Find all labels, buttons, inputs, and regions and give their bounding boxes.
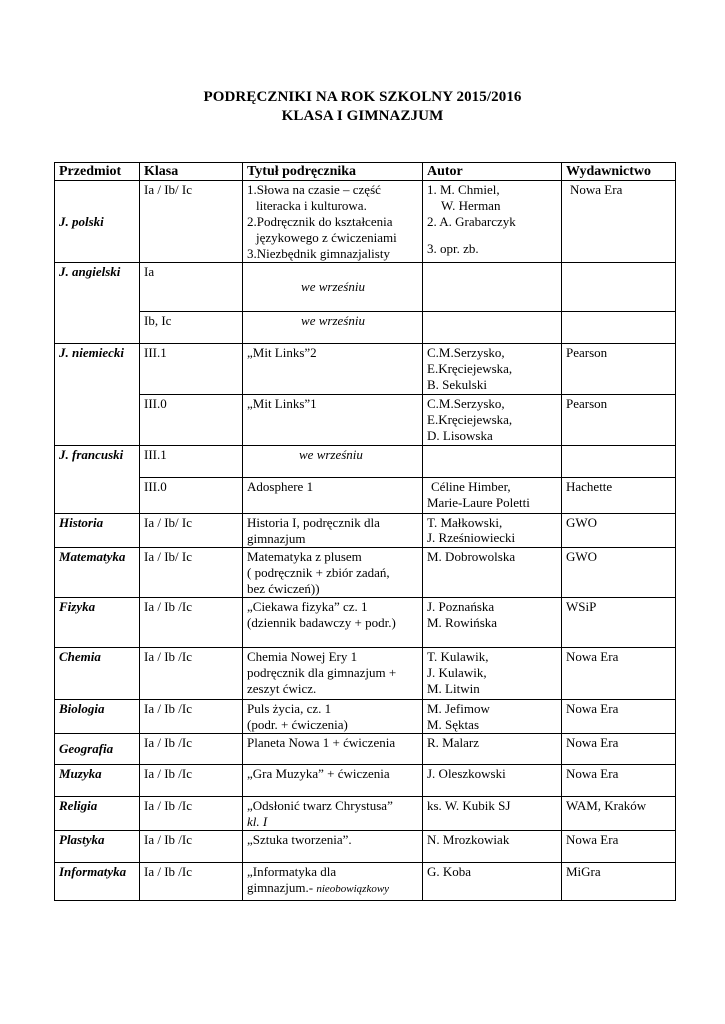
author-line: J. Poznańska <box>427 599 495 614</box>
class-cell: Ia / Ib /Ic <box>140 734 243 765</box>
author-line: 2. A. Grabarczyk <box>427 214 516 229</box>
title-line: 2.Podręcznik do kształcenia <box>247 214 393 229</box>
publisher-cell: Nowa Era <box>562 700 676 734</box>
author-cell <box>423 446 562 478</box>
title-cell <box>243 446 423 478</box>
class-cell: Ia / Ib/ Ic <box>140 548 243 598</box>
class-cell: Ia / Ib /Ic <box>140 598 243 648</box>
title-line: Historia I, podręcznik dla <box>247 515 380 530</box>
column-header-publisher: Wydawnictwo <box>562 163 676 181</box>
author-cell <box>423 514 562 548</box>
title-cell <box>243 181 423 263</box>
table-row <box>55 478 676 514</box>
title-cell <box>243 700 423 734</box>
table-row <box>55 344 676 395</box>
publisher-cell: Pearson <box>562 395 676 446</box>
textbook-table <box>54 162 676 901</box>
table-row <box>55 514 676 548</box>
class-cell: III.1 <box>140 344 243 395</box>
subject-cell <box>55 734 140 765</box>
publisher-cell: Hachette <box>562 478 676 514</box>
column-header-author: Autor <box>423 163 562 181</box>
author-line: T. Małkowski, <box>427 515 503 530</box>
title-cell: „Sztuka tworzenia”. <box>243 831 423 863</box>
table-row <box>55 734 676 765</box>
title-line: (dziennik badawczy + podr.) <box>247 615 396 630</box>
publisher-cell: Nowa Era <box>562 765 676 797</box>
title-text: we wrześniu <box>301 279 365 294</box>
subject-cell: Religia <box>55 797 140 831</box>
class-cell: Ia / Ib /Ic <box>140 700 243 734</box>
author-cell <box>423 395 562 446</box>
author-line: W. Herman <box>441 198 501 213</box>
subject-cell: J. polski <box>55 181 140 263</box>
title-line: ( podręcznik + zbiór zadań, <box>247 565 390 580</box>
subject-cell: J. niemiecki <box>55 344 140 446</box>
column-header-subject: Przedmiot <box>55 163 140 181</box>
class-cell: Ia / Ib /Ic <box>140 648 243 700</box>
author-line: E.Kręciejewska, <box>427 361 513 376</box>
title-cell: we wrześniu <box>243 312 423 344</box>
table-row <box>55 312 676 344</box>
title-cell: „Mit Links”2 <box>243 344 423 395</box>
author-line: D. Lisowska <box>427 428 493 443</box>
author-line: M. Litwin <box>427 681 480 696</box>
author-line: Céline Himber, <box>431 479 511 494</box>
title-note: kl. I <box>247 814 268 829</box>
class-cell: III.0 <box>140 478 243 514</box>
table-row <box>55 863 676 901</box>
title-line: „Odsłonić twarz Chrystusa” <box>247 798 393 813</box>
table-row <box>55 395 676 446</box>
title-cell <box>243 263 423 312</box>
author-cell <box>423 181 562 263</box>
class-cell: Ia <box>140 263 243 312</box>
class-cell: Ia / Ib /Ic <box>140 863 243 901</box>
title-line: gimnazjum <box>247 531 306 546</box>
table-row <box>55 446 676 478</box>
table-row <box>55 648 676 700</box>
subject-cell: Plastyka <box>55 831 140 863</box>
publisher-cell: MiGra <box>562 863 676 901</box>
document-title: PODRĘCZNIKI NA ROK SZKOLNY 2015/2016 <box>203 89 522 105</box>
table-row <box>55 548 676 598</box>
title-line: gimnazjum.- <box>247 880 314 895</box>
subject-cell: Muzyka <box>55 765 140 797</box>
title-line: Chemia Nowej Ery 1 <box>247 649 358 664</box>
subject-cell: Chemia <box>55 648 140 700</box>
title-line: literacka i kulturowa. <box>256 198 367 213</box>
author-cell: R. Malarz <box>423 734 562 765</box>
author-line: M. Sęktas <box>427 717 479 732</box>
table-row <box>55 797 676 831</box>
title-text: we wrześniu <box>299 447 363 462</box>
class-cell: Ia / Ib /Ic <box>140 765 243 797</box>
class-cell: Ib, Ic <box>140 312 243 344</box>
title-cell: „Mit Links”1 <box>243 395 423 446</box>
subject-cell: Informatyka <box>55 863 140 901</box>
author-line: B. Sekulski <box>427 377 487 392</box>
author-cell <box>423 648 562 700</box>
author-cell: J. Oleszkowski <box>423 765 562 797</box>
author-line: C.M.Serzysko, <box>427 396 505 411</box>
author-line: M. Rowińska <box>427 615 498 630</box>
title-cell <box>243 598 423 648</box>
author-line: E.Kręciejewska, <box>427 412 513 427</box>
publisher-cell <box>562 263 676 312</box>
subject-cell: J. angielski <box>55 263 140 344</box>
publisher-cell <box>562 446 676 478</box>
author-cell: ks. W. Kubik SJ <box>423 797 562 831</box>
subject-cell: Matematyka <box>55 548 140 598</box>
class-cell: III.0 <box>140 395 243 446</box>
title-line: Matematyka z plusem <box>247 549 362 564</box>
subject-cell: J. francuski <box>55 446 140 514</box>
author-line: M. Jefimow <box>427 701 490 716</box>
title-cell: „Gra Muzyka” + ćwiczenia <box>243 765 423 797</box>
author-cell: N. Mrozkowiak <box>423 831 562 863</box>
author-line: C.M.Serzysko, <box>427 345 505 360</box>
table-row <box>55 181 676 263</box>
title-line: językowego z ćwiczeniami <box>256 230 397 245</box>
author-cell: G. Koba <box>423 863 562 901</box>
author-line: 1. M. Chmiel, <box>427 182 500 197</box>
class-cell: III.1 <box>140 446 243 478</box>
author-cell <box>423 344 562 395</box>
author-cell <box>423 312 562 344</box>
title-line: podręcznik dla gimnazjum + <box>247 665 397 680</box>
table-row <box>55 765 676 797</box>
title-note: nieobowiązkowy <box>316 883 390 895</box>
title-cell: Planeta Nowa 1 + ćwiczenia <box>243 734 423 765</box>
publisher-cell: Nowa Era <box>562 181 676 263</box>
class-cell: Ia / Ib/ Ic <box>140 181 243 263</box>
author-line: J. Kulawik, <box>427 665 487 680</box>
title-cell <box>243 797 423 831</box>
publisher-cell: WSiP <box>562 598 676 648</box>
author-line: T. Kulawik, <box>427 649 489 664</box>
publisher-cell: Pearson <box>562 344 676 395</box>
author-cell <box>423 598 562 648</box>
title-cell: Adosphere 1 <box>243 478 423 514</box>
table-row <box>55 263 676 312</box>
title-line: „Informatyka dla <box>247 864 337 879</box>
publisher-cell: GWO <box>562 514 676 548</box>
subject-cell: Historia <box>55 514 140 548</box>
title-line: 1.Słowa na czasie – część <box>247 182 381 197</box>
publisher-cell: WAM, Kraków <box>562 797 676 831</box>
publisher-cell: Nowa Era <box>562 831 676 863</box>
column-header-title: Tytuł podręcznika <box>243 163 423 181</box>
author-cell <box>423 478 562 514</box>
author-line: 3. opr. zb. <box>427 241 479 256</box>
title-line: (podr. + ćwiczenia) <box>247 717 348 732</box>
title-cell <box>243 514 423 548</box>
table-row <box>55 831 676 863</box>
publisher-cell: Nowa Era <box>562 734 676 765</box>
class-cell: Ia / Ib/ Ic <box>140 514 243 548</box>
publisher-cell: GWO <box>562 548 676 598</box>
title-cell <box>243 648 423 700</box>
title-line: Puls życia, cz. 1 <box>247 701 332 716</box>
author-line: J. Rześniowiecki <box>427 530 516 545</box>
table-row <box>55 700 676 734</box>
title-line: „Ciekawa fizyka” cz. 1 <box>247 599 368 614</box>
author-line: Marie-Laure Poletti <box>427 495 530 510</box>
author-cell <box>423 700 562 734</box>
author-cell: M. Dobrowolska <box>423 548 562 598</box>
subject-text: Geografia <box>59 741 114 756</box>
title-line: bez ćwiczeń)) <box>247 581 320 596</box>
document-subtitle: KLASA I GIMNAZJUM <box>281 108 444 124</box>
title-cell <box>243 863 423 901</box>
publisher-cell <box>562 312 676 344</box>
author-cell <box>423 263 562 312</box>
table-header-row <box>55 163 676 181</box>
class-cell: Ia / Ib /Ic <box>140 797 243 831</box>
title-cell <box>243 548 423 598</box>
title-line: zeszyt ćwicz. <box>247 681 317 696</box>
column-header-class: Klasa <box>140 163 243 181</box>
publisher-cell: Nowa Era <box>562 648 676 700</box>
subject-cell: Fizyka <box>55 598 140 648</box>
class-cell: Ia / Ib /Ic <box>140 831 243 863</box>
title-line: 3.Niezbędnik gimnazjalisty <box>247 246 390 261</box>
subject-cell: Biologia <box>55 700 140 734</box>
table-row <box>55 598 676 648</box>
